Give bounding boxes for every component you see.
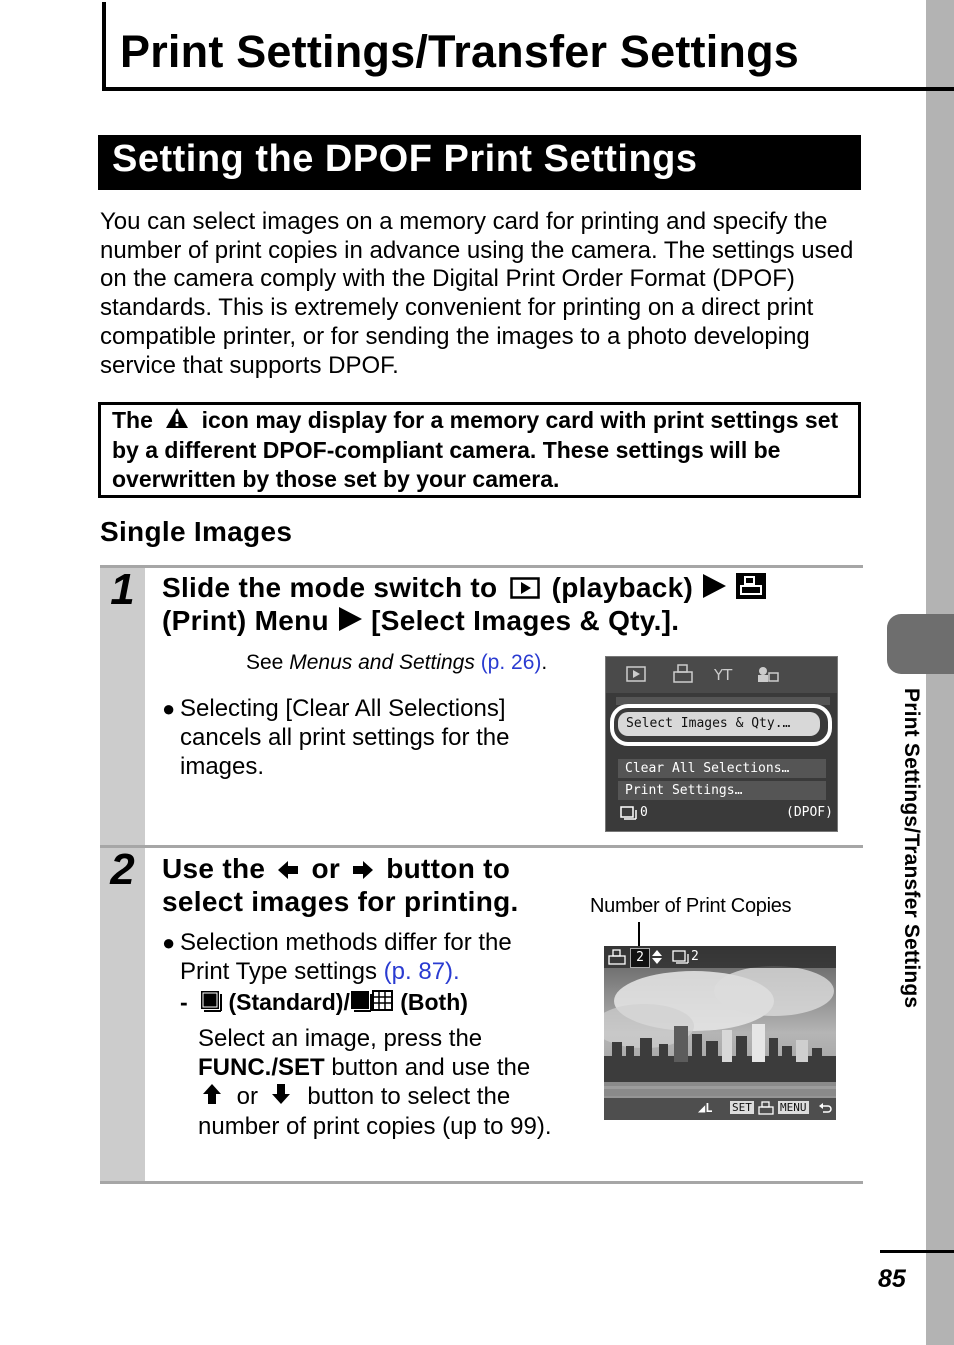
- up-down-icon: [651, 949, 663, 965]
- step1-bullet: [162, 694, 552, 781]
- dpof-label: (DPOF): [786, 805, 833, 820]
- return-icon: [818, 1102, 832, 1114]
- step2-number: 2: [110, 845, 135, 894]
- step2-top-rule: [100, 845, 863, 848]
- step2-number-column: [100, 848, 145, 1181]
- bullet-icon: ●: [162, 930, 176, 955]
- total-copies: 2: [691, 949, 699, 964]
- print-copies-caption: Number of Print Copies: [590, 895, 792, 917]
- set-button-label: SET: [732, 1101, 752, 1114]
- subheading: Single Images: [100, 516, 293, 547]
- playback-icon: [510, 573, 540, 606]
- menu-item-print-settings[interactable]: Print Settings…: [618, 781, 826, 800]
- title-rule-horizontal: [102, 87, 954, 91]
- step1-top-rule: [100, 565, 863, 568]
- print-icon: [758, 1101, 774, 1115]
- step2-bullet: [162, 928, 562, 986]
- title-rule-vertical: [102, 2, 106, 91]
- menu-tab-bar: [606, 657, 837, 693]
- page-number: 85: [878, 1265, 906, 1293]
- standard-print-icon: [350, 990, 372, 1018]
- bullet-icon: ●: [162, 696, 176, 721]
- print-count: 0: [640, 805, 648, 820]
- step1-number: 1: [110, 565, 135, 614]
- note-text-rest: icon may display for a memory card with print settings set by a different DPOF-compliant camera. These settings will be overwritten by those set by your camera.: [112, 407, 839, 493]
- func-set-label: FUNC./SET: [198, 1054, 325, 1081]
- page-87-link[interactable]: (p. 87).: [383, 958, 460, 985]
- step1-title-line2: [162, 604, 679, 639]
- intro-paragraph: You can select images on a memory card for printing and specify the number of print copies in advance using the camera. The settings used on the camera comply with the Digital Print Order Format (DPOF) standards. This is extremely convenient for printing on a direct print compatible printer, or for sending the images to a photo developing service that supports DPOF.: [100, 208, 854, 379]
- step2-description: Select an image, press the FUNC./SET button and use the or button to select the number of print copies (up to 99).: [198, 1025, 552, 1141]
- right-arrow-icon: [352, 854, 374, 887]
- step2-bullet-text: Selection methods differ for the Print Type settings: [180, 929, 512, 985]
- playback-screenshot: [604, 946, 836, 1120]
- step2-title-line2: select images for printing.: [162, 886, 519, 917]
- print-tab-icon: [672, 664, 694, 684]
- page-26-link[interactable]: (p. 26): [480, 651, 542, 674]
- step1-title-playback: (playback): [551, 572, 694, 603]
- step1-title-line1: [162, 571, 767, 607]
- warning-icon: [165, 407, 189, 436]
- print-type-line: - (Standard)/ (Both): [180, 989, 468, 1018]
- index-print-icon: [372, 990, 394, 1018]
- section-heading-text: Setting the DPOF Print Settings: [112, 138, 698, 180]
- menu-screenshot: [605, 656, 838, 832]
- chapter-title: Print Settings/Transfer Settings: [120, 26, 800, 77]
- step1-bullet-text: Selecting [Clear All Selections] cancels all print settings for the images.: [180, 695, 510, 780]
- note-text: [112, 406, 852, 494]
- page-number-rule: [880, 1250, 954, 1253]
- section-heading: [98, 135, 861, 190]
- step2-title-line1: Use the or button to: [162, 852, 510, 887]
- up-arrow-icon: [202, 1083, 222, 1112]
- arrow-right-icon: [337, 606, 363, 639]
- print-copies-icon: [620, 806, 638, 820]
- mycamera-tab-icon: [756, 665, 780, 683]
- print-copies-icon: [672, 950, 690, 964]
- svg-text:YT: YT: [714, 666, 733, 683]
- menu-item-select-images[interactable]: Select Images & Qty.…: [618, 712, 820, 736]
- step1-title-text: Slide the mode switch to: [162, 572, 498, 603]
- note-text-start: The: [112, 407, 153, 433]
- city-skyline-photo: [604, 946, 836, 1120]
- step1-see-reference: See Menus and Settings (p. 26).: [246, 651, 548, 674]
- copies-counter[interactable]: 2: [630, 948, 650, 968]
- menu-button-label: MENU: [780, 1101, 807, 1114]
- left-arrow-icon: [277, 854, 299, 887]
- step1-title-menu-item: [Select Images & Qty.].: [371, 605, 680, 636]
- down-arrow-icon: [271, 1083, 291, 1112]
- settings-tab-icon: [712, 665, 740, 683]
- menu-item-clear-all[interactable]: Clear All Selections…: [618, 759, 826, 778]
- step1-title-print-menu: (Print) Menu: [162, 605, 329, 636]
- standard-print-icon: [200, 990, 222, 1018]
- print-icon: [735, 572, 767, 607]
- arrow-right-icon: [701, 573, 727, 606]
- print-icon: [608, 949, 626, 965]
- large-size-icon: ◢L: [698, 1101, 713, 1115]
- step2-bottom-rule: [100, 1181, 863, 1184]
- side-chapter-tab: [887, 614, 954, 674]
- side-chapter-label: Print Settings/Transfer Settings: [900, 688, 923, 1009]
- playback-tab-icon: [626, 666, 646, 682]
